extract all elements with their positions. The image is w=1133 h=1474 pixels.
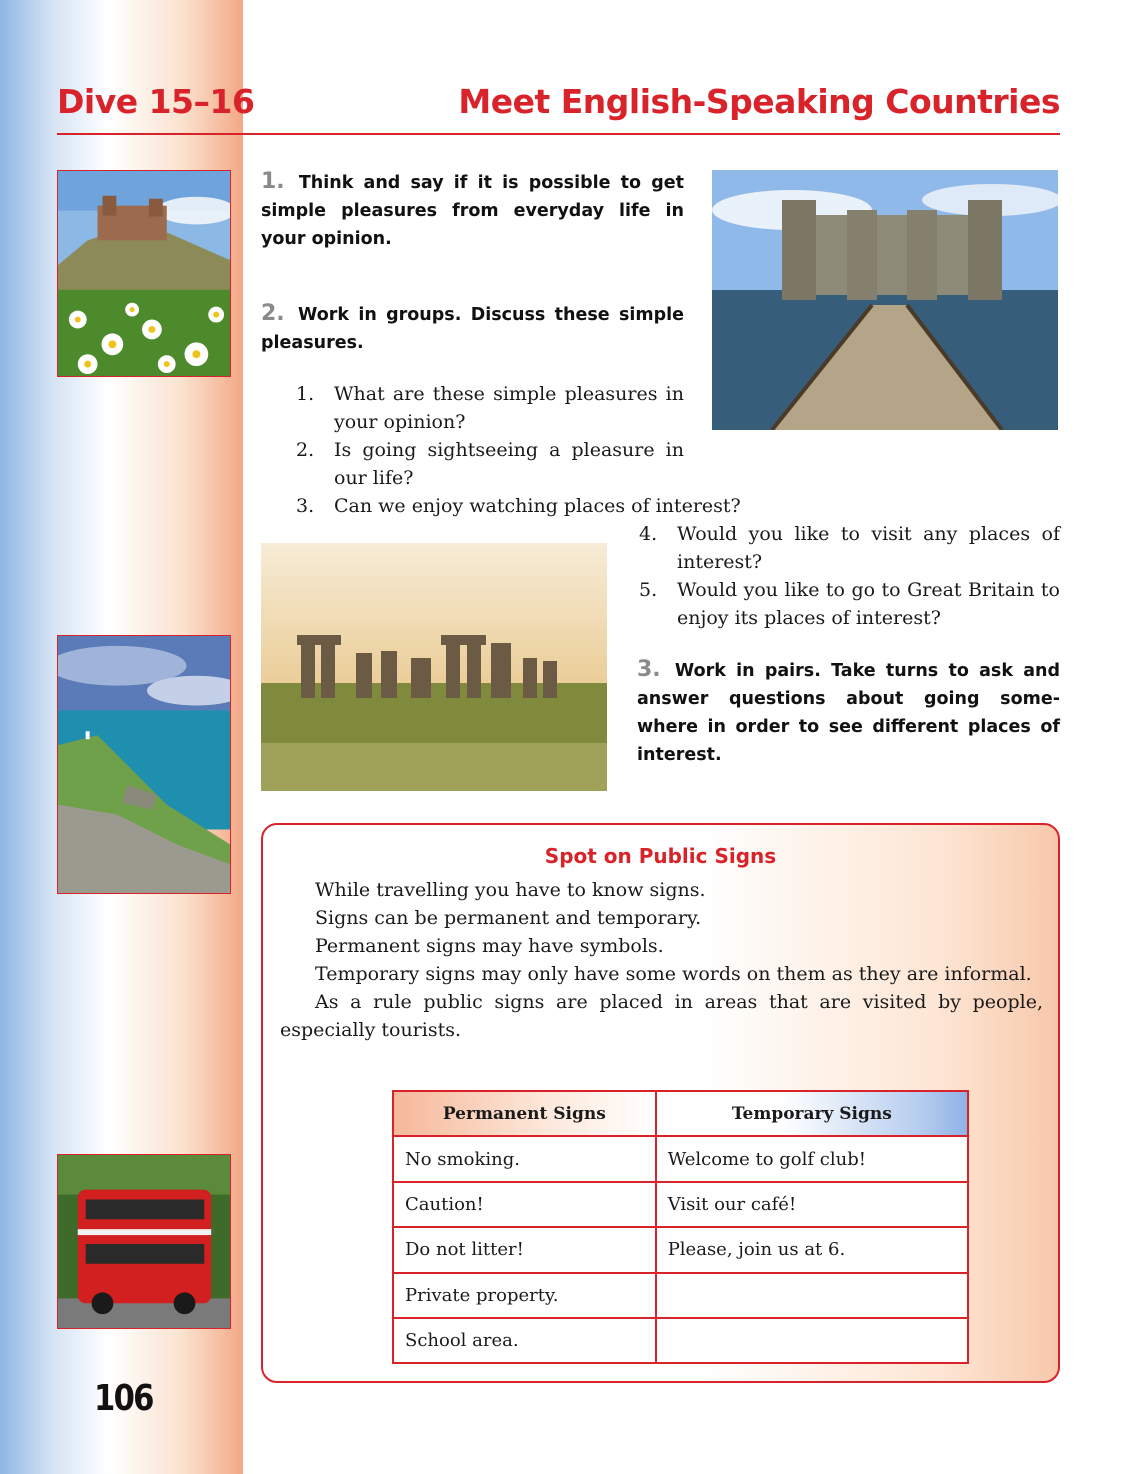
table-cell: No smoking. <box>393 1136 656 1181</box>
task-2-number: 2. <box>261 301 285 326</box>
question-number: 3. <box>296 495 315 517</box>
paragraph: Permanent signs may have symbols. <box>315 935 664 957</box>
question-list-a <box>294 380 684 492</box>
question-text: Would you like to go to Great Britain to enjoy its places of interest? <box>677 579 1060 629</box>
public-signs-title: Spot on Public Signs <box>544 844 777 868</box>
task-3 <box>637 656 1060 769</box>
paragraph: As a rule public signs are placed in areas that are visited by people, especially tourists. <box>280 991 1043 1041</box>
task-1-text: Think and say if it is possible to get simple pleasures from everyday life in your opinion. <box>261 173 685 249</box>
list-item <box>637 520 1060 576</box>
table-cell: Do not litter! <box>393 1227 656 1272</box>
question-text: Is going sightseeing a pleasure in our life? <box>334 439 684 489</box>
list-item <box>294 436 684 492</box>
table-cell <box>656 1318 968 1363</box>
table-cell: Private property. <box>393 1273 656 1318</box>
column-header-permanent: Permanent Signs <box>393 1091 656 1136</box>
paragraph: Temporary signs may only have some words on them as they are informal. <box>315 963 1032 985</box>
table-header-row <box>393 1091 968 1136</box>
question-number: 5. <box>639 579 658 601</box>
unit-title: Meet English-Speaking Countries <box>458 82 1060 121</box>
table-row <box>393 1318 968 1363</box>
castle-bridge-photo <box>712 170 1058 430</box>
list-item <box>294 380 684 436</box>
table-cell: Caution! <box>393 1182 656 1227</box>
question-text: Would you like to visit any places of interest? <box>677 523 1060 573</box>
table-cell: Visit our café! <box>656 1182 968 1227</box>
stonehenge-photo <box>261 543 607 791</box>
task-2-text: Work in groups. Discuss these simple pleasures. <box>261 305 684 353</box>
table-row <box>393 1136 968 1181</box>
table-row <box>393 1227 968 1272</box>
question-text: Can we enjoy watching places of interest? <box>334 495 741 517</box>
table-cell: School area. <box>393 1318 656 1363</box>
question-number: 4. <box>639 523 658 545</box>
list-item <box>637 576 1060 632</box>
lesson-label: Dive 15–16 <box>57 82 255 121</box>
coastal-cliffs-photo <box>57 635 231 894</box>
task-3-number: 3. <box>637 657 661 682</box>
table-row <box>393 1273 968 1318</box>
signs-table <box>392 1090 969 1364</box>
red-bus-photo <box>57 1154 231 1329</box>
paragraph: While travelling you have to know signs. <box>315 879 706 901</box>
list-item <box>294 492 814 520</box>
question-list-b <box>637 520 1060 632</box>
question-number: 1. <box>296 383 315 405</box>
task-2 <box>261 300 684 357</box>
column-header-temporary: Temporary Signs <box>656 1091 968 1136</box>
castle-daisies-photo <box>57 170 231 377</box>
page-number: 106 <box>94 1378 153 1419</box>
table-cell <box>656 1273 968 1318</box>
table-cell: Please, join us at 6. <box>656 1227 968 1272</box>
paragraph: Signs can be permanent and temporary. <box>315 907 702 929</box>
question-3 <box>294 492 814 520</box>
question-number: 2. <box>296 439 315 461</box>
question-text: What are these simple pleasures in your opinion? <box>334 383 684 433</box>
task-3-text: Work in pairs. Take turns to ask and answer questions about going some-where in order to see different places of interest. <box>637 661 1060 765</box>
task-1 <box>261 168 684 253</box>
header-divider <box>57 133 1060 135</box>
task-1-number: 1. <box>261 169 285 194</box>
public-signs-text <box>280 876 1043 1044</box>
table-row <box>393 1182 968 1227</box>
table-cell: Welcome to golf club! <box>656 1136 968 1181</box>
